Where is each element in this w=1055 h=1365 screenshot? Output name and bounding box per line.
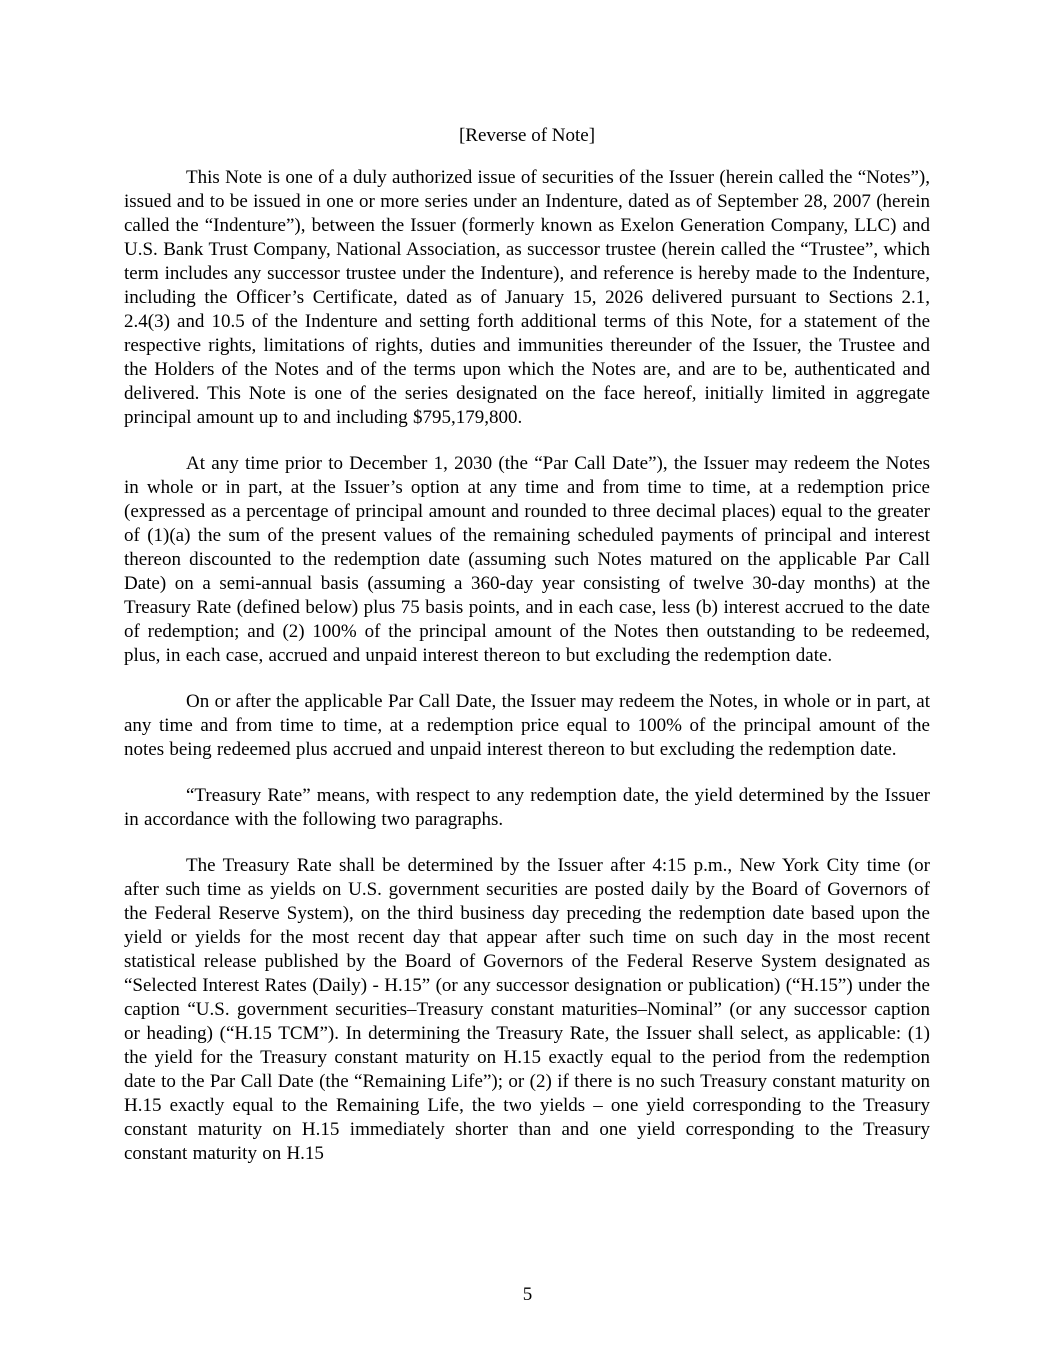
paragraph-redemption-after-par-call: On or after the applicable Par Call Date, the Issuer may redeem the Notes, in whole or in part, at any time and from time to time, at a redemption price equal to 100% of the principal amount of the notes being redeemed plus accrued and unpaid interest thereon to but excluding the redemption date. bbox=[124, 691, 930, 760]
paragraph-treasury-rate-determination: The Treasury Rate shall be determined by the Issuer after 4:15 p.m., New York City time (or after such time as yields on U.S. government securities are posted daily by the Board of Governors of the Federal Reserve System), on the third business day preceding the redemption date based upon the yield or yields for the most recent day that appear after such time on such day in the most recent statistical release published by the Board of Governors of the Federal Reserve System designated as “Selected Interest Rates (Daily) - H.15” (or any successor designation or publication) (“H.15”) under the caption “U.S. government securities–Treasury constant maturities–Nominal” (or any successor caption or heading) (“H.15 TCM”). In determining the Treasury Rate, the Issuer shall select, as applicable: (1) the yield for the Treasury constant maturity on H.15 exactly equal to the period from the redemption date to the Par Call Date (the “Remaining Life”); or (2) if there is no such Treasury constant maturity on H.15 exactly equal to the Remaining Life, the two yields – one yield corresponding to the Treasury constant maturity on H.15 immediately shorter than and one yield corresponding to the Treasury constant maturity on H.15 bbox=[124, 855, 930, 1164]
document-title: [Reverse of Note] bbox=[458, 125, 596, 146]
paragraph-redemption-prior-par-call: At any time prior to December 1, 2030 (the “Par Call Date”), the Issuer may redeem the Notes in whole or in part, at the Issuer’s option at any time and from time to time, at a redemption price (expressed as a percentage of principal amount and rounded to three decimal places) equal to the greater of (1)(a) the sum of the present values of the remaining scheduled payments of principal and interest thereon discounted to the redemption date (assuming such Notes matured on the applicable Par Call Date) on a semi-annual basis (assuming a 360-day year consisting of twelve 30-day months) at the Treasury Rate (defined below) plus 75 basis points, and in each case, less (b) interest accrued to the date of redemption; and (2) 100% of the principal amount of the Notes then outstanding to be redeemed, plus, in each case, accrued and unpaid interest thereon to but excluding the redemption date. bbox=[124, 453, 930, 666]
paragraph-issue-description: This Note is one of a duly authorized issue of securities of the Issuer (herein called the “Notes”), issued and to be issued in one or more series under an Indenture, dated as of September 28, 2007 (herein called the “Indenture”), between the Issuer (formerly known as Exelon Generation Company, LLC) and U.S. Bank Trust Company, National Association, as successor trustee (herein called the “Trustee”, which term includes any successor trustee under the Indenture), and reference is hereby made to the Indenture, including the Officer’s Certificate, dated as of January 15, 2026 delivered pursuant to Sections 2.1, 2.4(3) and 10.5 of the Indenture and setting forth additional terms of this Note, for a statement of the respective rights, limitations of rights, duties and immunities thereunder of the Issuer, the Trustee and the Holders of the Notes and of the terms upon which the Notes are, and are to be, authenticated and delivered. This Note is one of the series designated on the face hereof, initially limited in aggregate principal amount up to and including $795,179,800. bbox=[124, 167, 930, 428]
paragraph-treasury-rate-definition: “Treasury Rate” means, with respect to any redemption date, the yield determined by the Issuer in accordance with the following two paragraphs. bbox=[124, 785, 930, 830]
page-number: 5 bbox=[522, 1284, 533, 1305]
